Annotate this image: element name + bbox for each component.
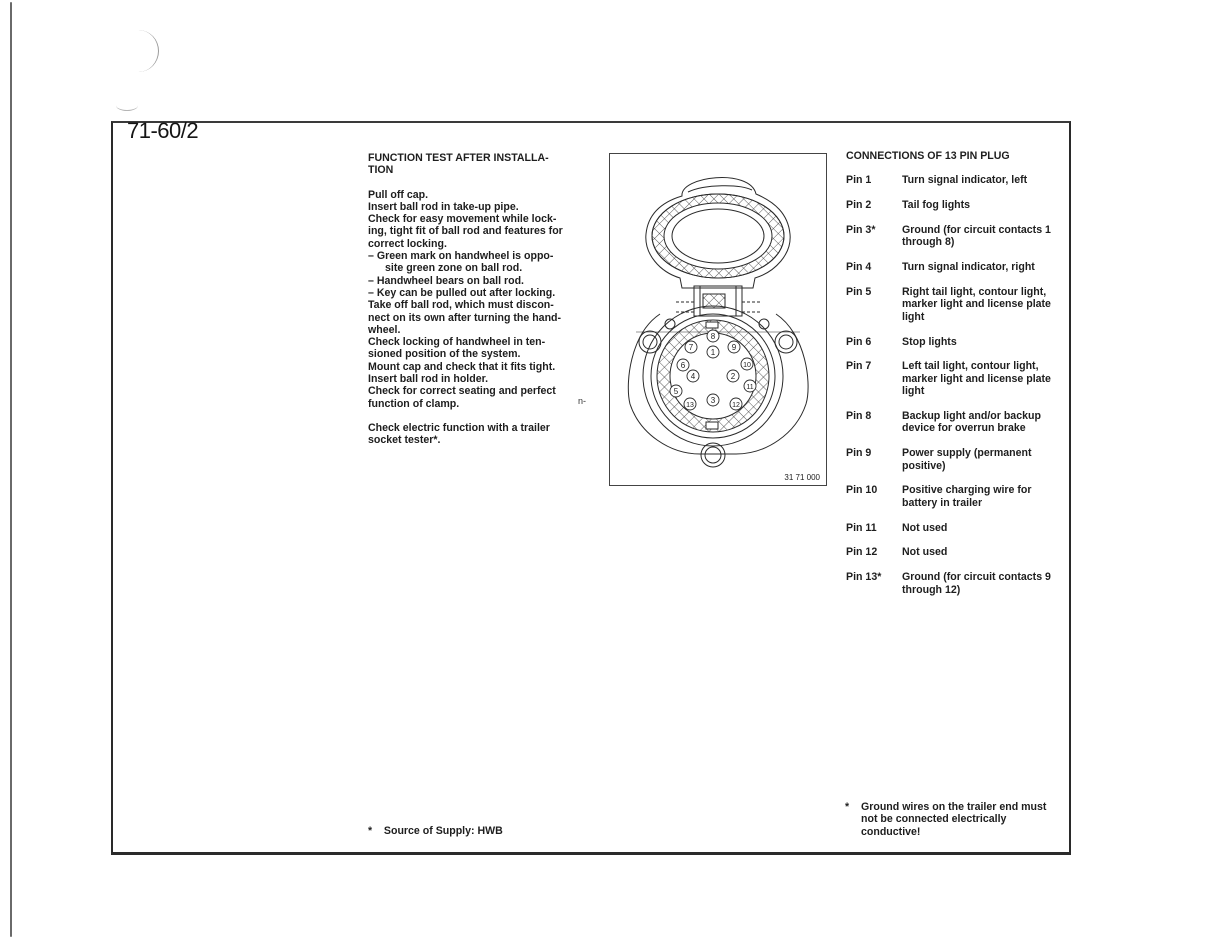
- step-line: socket tester*.: [368, 434, 441, 447]
- pin-description: Ground (for circuit contacts 9 through 12): [902, 571, 1051, 596]
- pin-label: Pin 11: [846, 521, 877, 534]
- socket-diagram: [609, 153, 827, 486]
- pin-list: [846, 174, 1061, 596]
- pin-number-label: 9: [731, 343, 737, 352]
- pin-number-label: 2: [730, 372, 736, 381]
- step-line: wheel.: [368, 323, 401, 336]
- pin-row: [846, 286, 1061, 323]
- step-line: Pull off cap.: [368, 188, 429, 201]
- binder-edge: [10, 2, 12, 937]
- pin-label: Pin 9: [846, 447, 872, 460]
- step-line: site green zone on ball rod.: [385, 262, 523, 275]
- pin-label: Pin 4: [846, 261, 872, 274]
- pin-row: [846, 199, 1061, 211]
- pin-label: Pin 3*: [846, 224, 876, 236]
- function-test-section: [368, 152, 583, 447]
- step-line: correct locking.: [368, 237, 447, 250]
- step-line: function of clamp.: [368, 397, 460, 410]
- connections-section: [846, 150, 1061, 608]
- pin-description: Backup light and/or backup device for overrun brake: [902, 410, 1041, 435]
- step-line: Insert ball rod in take-up pipe.: [368, 200, 519, 213]
- pin-description: Power supply (permanent positive): [902, 447, 1032, 472]
- step-line: – Key can be pulled out after locking.: [368, 286, 556, 299]
- step-line: Insert ball rod in holder.: [368, 373, 489, 386]
- pin-description: Left tail light, contour light, marker light and license plate light: [902, 360, 1051, 398]
- pin-description: Turn signal indicator, right: [902, 261, 1035, 274]
- pin-number-label: 4: [690, 372, 696, 381]
- punch-hole-mark: [118, 30, 159, 72]
- spacer: [368, 410, 583, 422]
- pin-label: Pin 5: [846, 286, 872, 298]
- step-line: – Handwheel bears on ball rod.: [368, 274, 524, 287]
- pin-description: Right tail light, contour light, marker light and license plate light: [902, 286, 1051, 323]
- pin-description: Not used: [902, 546, 948, 559]
- pin-description: Ground (for circuit contacts 1 through 8): [902, 224, 1051, 249]
- pin-number-label: 5: [673, 387, 679, 396]
- trailer-socket-illustration: [610, 154, 826, 485]
- footnote-text: Ground wires on the trailer end must not be connected electrically conductive!: [861, 801, 1047, 838]
- step-line: Check locking of handwheel in ten-: [368, 336, 546, 349]
- step-line: nect on its own after turning the hand-: [368, 311, 562, 324]
- pin-row: [846, 484, 1061, 509]
- pin-number-label: 13: [686, 402, 694, 409]
- pin-label: Pin 6: [846, 335, 872, 348]
- function-test-heading: FUNCTION TEST AFTER INSTALLA- TION: [368, 152, 549, 177]
- pin-description: Stop lights: [902, 335, 957, 348]
- pin-row: [846, 224, 1061, 249]
- step-line: Check for easy movement while lock-: [368, 213, 557, 226]
- pin-row: [846, 410, 1061, 435]
- pin-label: Pin 13*: [846, 571, 882, 584]
- step-line: Check for correct seating and perfect: [368, 385, 556, 398]
- pin-row: [846, 261, 1061, 273]
- step-line: Check electric function with a trailer: [368, 421, 550, 434]
- pin-row: [846, 174, 1061, 186]
- footnote-supply: [368, 825, 503, 837]
- pin-row: [846, 447, 1061, 472]
- connections-heading: CONNECTIONS OF 13 PIN PLUG: [846, 150, 1010, 162]
- pin-description: Positive charging wire for battery in trailer: [902, 484, 1032, 509]
- step-line: sioned position of the system.: [368, 348, 521, 361]
- pin-description: Tail fog lights: [902, 199, 971, 212]
- figure-code: 31 71 000: [784, 473, 820, 482]
- footnote-star: *: [368, 825, 373, 837]
- pin-row: [846, 522, 1061, 534]
- pin-row: [846, 360, 1061, 397]
- page-number: 71-60/2: [127, 118, 199, 143]
- pin-number-label: 1: [710, 348, 716, 357]
- pin-number-label: 8: [710, 332, 716, 341]
- pin-label: Pin 8: [846, 410, 872, 423]
- pin-label: Pin 10: [846, 484, 878, 497]
- pin-number-label: 6: [680, 361, 686, 370]
- pin-label: Pin 2: [846, 199, 872, 212]
- pin-label: Pin 1: [846, 174, 872, 187]
- pin-number-label: 3: [710, 396, 716, 405]
- pin-number-label: 12: [732, 402, 740, 409]
- pin-row: [846, 571, 1061, 596]
- footnote-star: *: [845, 801, 850, 813]
- function-test-steps: [368, 189, 583, 447]
- pin-row: [846, 546, 1061, 558]
- pin-number-label: 7: [688, 343, 694, 352]
- pin-row: [846, 336, 1061, 348]
- pin-description: Not used: [902, 521, 948, 534]
- step-line: – Green mark on handwheel is oppo-: [368, 250, 554, 263]
- footnote-ground: [845, 801, 1055, 838]
- pin-number-label: 10: [743, 362, 751, 369]
- pin-label: Pin 7: [846, 360, 872, 373]
- pin-number-label: 11: [746, 384, 754, 391]
- step-line: Take off ball rod, which must discon-: [368, 299, 554, 312]
- pin-label: Pin 12: [846, 546, 878, 559]
- pin-description: Turn signal indicator, left: [902, 174, 1028, 187]
- step-line: Mount cap and check that it fits tight.: [368, 360, 556, 373]
- footnote-text: Source of Supply: HWB: [383, 825, 503, 837]
- punch-hole-mark: [116, 100, 138, 111]
- stray-mark: n-: [578, 396, 587, 406]
- step-line: ing, tight fit of ball rod and features for: [368, 225, 563, 238]
